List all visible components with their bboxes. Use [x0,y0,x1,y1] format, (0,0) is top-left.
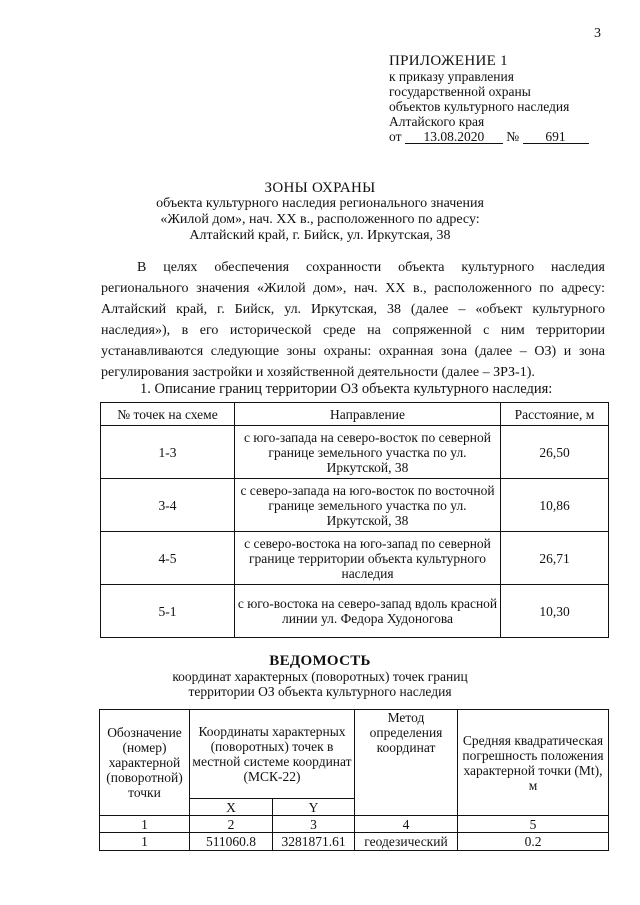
points-cell: 4-5 [101,532,235,585]
boundary-table [100,402,609,638]
table-row [101,479,609,532]
error-cell: 0.2 [458,833,609,851]
vedomost-line: территории ОЗ объекта культурного наследия [188,684,452,699]
order-date: 13.08.2020 [405,130,503,144]
appendix-line: к приказу управления [389,69,514,84]
direction-cell: с северо-востока на юго-запад по северной границе территории объекта культурного наследия [235,532,501,585]
x-cell: 511060.8 [190,833,273,851]
appendix-line: Алтайского края [389,114,485,129]
header-cell: Направление [235,403,501,426]
distance-cell: 26,71 [501,532,609,585]
points-cell: 1-3 [101,426,235,479]
table-row [101,426,609,479]
title-line: Алтайский край, г. Бийск, ул. Иркутская, 38 [189,228,451,243]
table-row [101,532,609,585]
appendix-line: государственной охраны [389,84,531,99]
from-label: от [389,129,402,144]
point-cell: 1 [100,833,190,851]
method-cell: геодезический [355,833,458,851]
table-row [100,833,609,851]
header-cell: Расстояние, м [501,403,609,426]
title-line: объекта культурного наследия регионального значения [156,196,484,211]
number-label: № [506,129,520,144]
column-number-cell: 5 [458,816,609,833]
order-number: 691 [523,130,589,144]
direction-cell: с юго-запада на северо-восток по северной границе земельного участка по ул. Иркутской, 38 [235,426,501,479]
table-header-row [100,710,609,799]
appendix-block [389,54,589,144]
title-line: «Жилой дом», нач. XX в., расположенного по адресу: [160,212,480,227]
points-cell: 5-1 [101,585,235,638]
table-row [101,585,609,638]
page-number: 3 [594,26,601,41]
header-cell: Координаты характерных (поворотных) точек в местной системе координат (МСК-22) [190,710,355,799]
appendix-line: объектов культурного наследия [389,99,570,114]
y-cell: 3281871.61 [273,833,355,851]
vedomost-line: координат характерных (поворотных) точек границ [172,669,468,684]
header-cell: X [190,799,273,816]
column-number-cell: 4 [355,816,458,833]
distance-cell: 10,30 [501,585,609,638]
document-title [0,180,640,244]
coordinates-table [99,709,609,851]
direction-cell: с юго-востока на северо-запад вдоль красной линии ул. Федора Худоногова [235,585,501,638]
column-number-cell: 1 [100,816,190,833]
title-main: ЗОНЫ ОХРАНЫ [264,180,376,196]
header-cell: Обозначение (номер) характерной (поворотной) точки [100,710,190,816]
vedomost-title: ВЕДОМОСТЬ [269,653,371,669]
distance-cell: 10,86 [501,479,609,532]
section-heading: 1. Описание границ территории ОЗ объекта культурного наследия: [140,381,553,397]
intro-paragraph [101,257,605,383]
column-number-cell: 2 [190,816,273,833]
appendix-date-line [389,129,589,144]
table-header-row [101,403,609,426]
appendix-heading: ПРИЛОЖЕНИЕ 1 [389,53,508,69]
header-cell: Y [273,799,355,816]
column-number-cell: 3 [273,816,355,833]
column-number-row [100,816,609,833]
points-cell: 3-4 [101,479,235,532]
header-cell: Метод определения координат [355,710,458,816]
distance-cell: 26,50 [501,426,609,479]
header-cell: № точек на схеме [101,403,235,426]
direction-cell: с северо-запада на юго-восток по восточной границе земельного участка по ул. Иркутской, 38 [235,479,501,532]
intro-text: В целях обеспечения сохранности объекта культурного наследия регионального значения «Жилой дом», нач. XX в., расположенного по адресу: Алтайский край, г. Бийск, ул. Иркутская, 38 (далее – «объект культурного наследия»), в его исторической среде на сопряженной с ним территории устанавливаются следующие зоны охраны: охранная зона (далее – ОЗ) и зона регулирования застройки и хозяйственной деятельности (далее – ЗРЗ-1). [101,260,605,380]
header-cell: Средняя квадратическая погрешность положения характерной точки (Mt), м [458,710,609,816]
vedomost-heading [0,654,640,699]
